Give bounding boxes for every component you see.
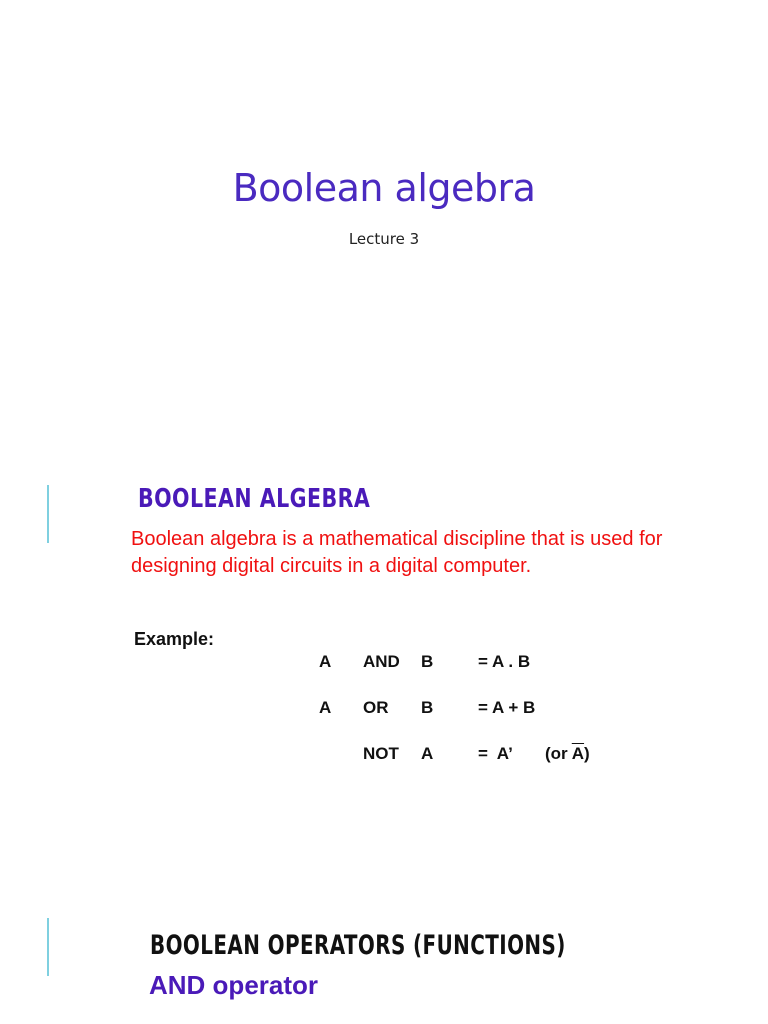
alternate-notation: [545, 744, 590, 764]
operation-result: = A’: [478, 744, 513, 763]
operation-result: = A . B: [478, 652, 531, 671]
operator-label: NOT: [363, 744, 399, 763]
slide-subtitle: Lecture 3: [348, 230, 420, 248]
slide-heading: BOOLEAN ALGEBRA: [138, 484, 371, 514]
title-slide: [0, 0, 768, 440]
operation-row-and: [0, 652, 768, 676]
operand-b: B: [421, 698, 434, 717]
slide-title: Boolean algebra: [232, 166, 536, 210]
operation-row-not: [0, 744, 768, 768]
example-label: Example:: [134, 629, 215, 649]
operand-a: A: [319, 652, 332, 671]
note-prefix: (or: [545, 744, 572, 763]
operator-subheading: AND operator: [149, 970, 319, 1000]
accent-bar: [47, 485, 49, 543]
boolean-operators-slide: [0, 870, 768, 1024]
boolean-algebra-slide: [0, 440, 768, 870]
operation-result: = A + B: [478, 698, 536, 717]
operand-a: A: [319, 698, 332, 717]
operand-a: A: [421, 744, 434, 763]
operation-row-or: [0, 698, 768, 722]
slide-heading: BOOLEAN OPERATORS (FUNCTIONS): [150, 930, 566, 961]
definition-text: Boolean algebra is a mathematical discipline that is used for designing digital circuits in a digital computer.: [131, 528, 663, 577]
operator-label: OR: [363, 698, 389, 717]
operand-b: B: [421, 652, 434, 671]
note-suffix: ): [584, 744, 590, 763]
overlined-a: $\overline{A}$: [571, 744, 585, 763]
operator-label: AND: [363, 652, 400, 671]
accent-bar: [47, 918, 49, 976]
